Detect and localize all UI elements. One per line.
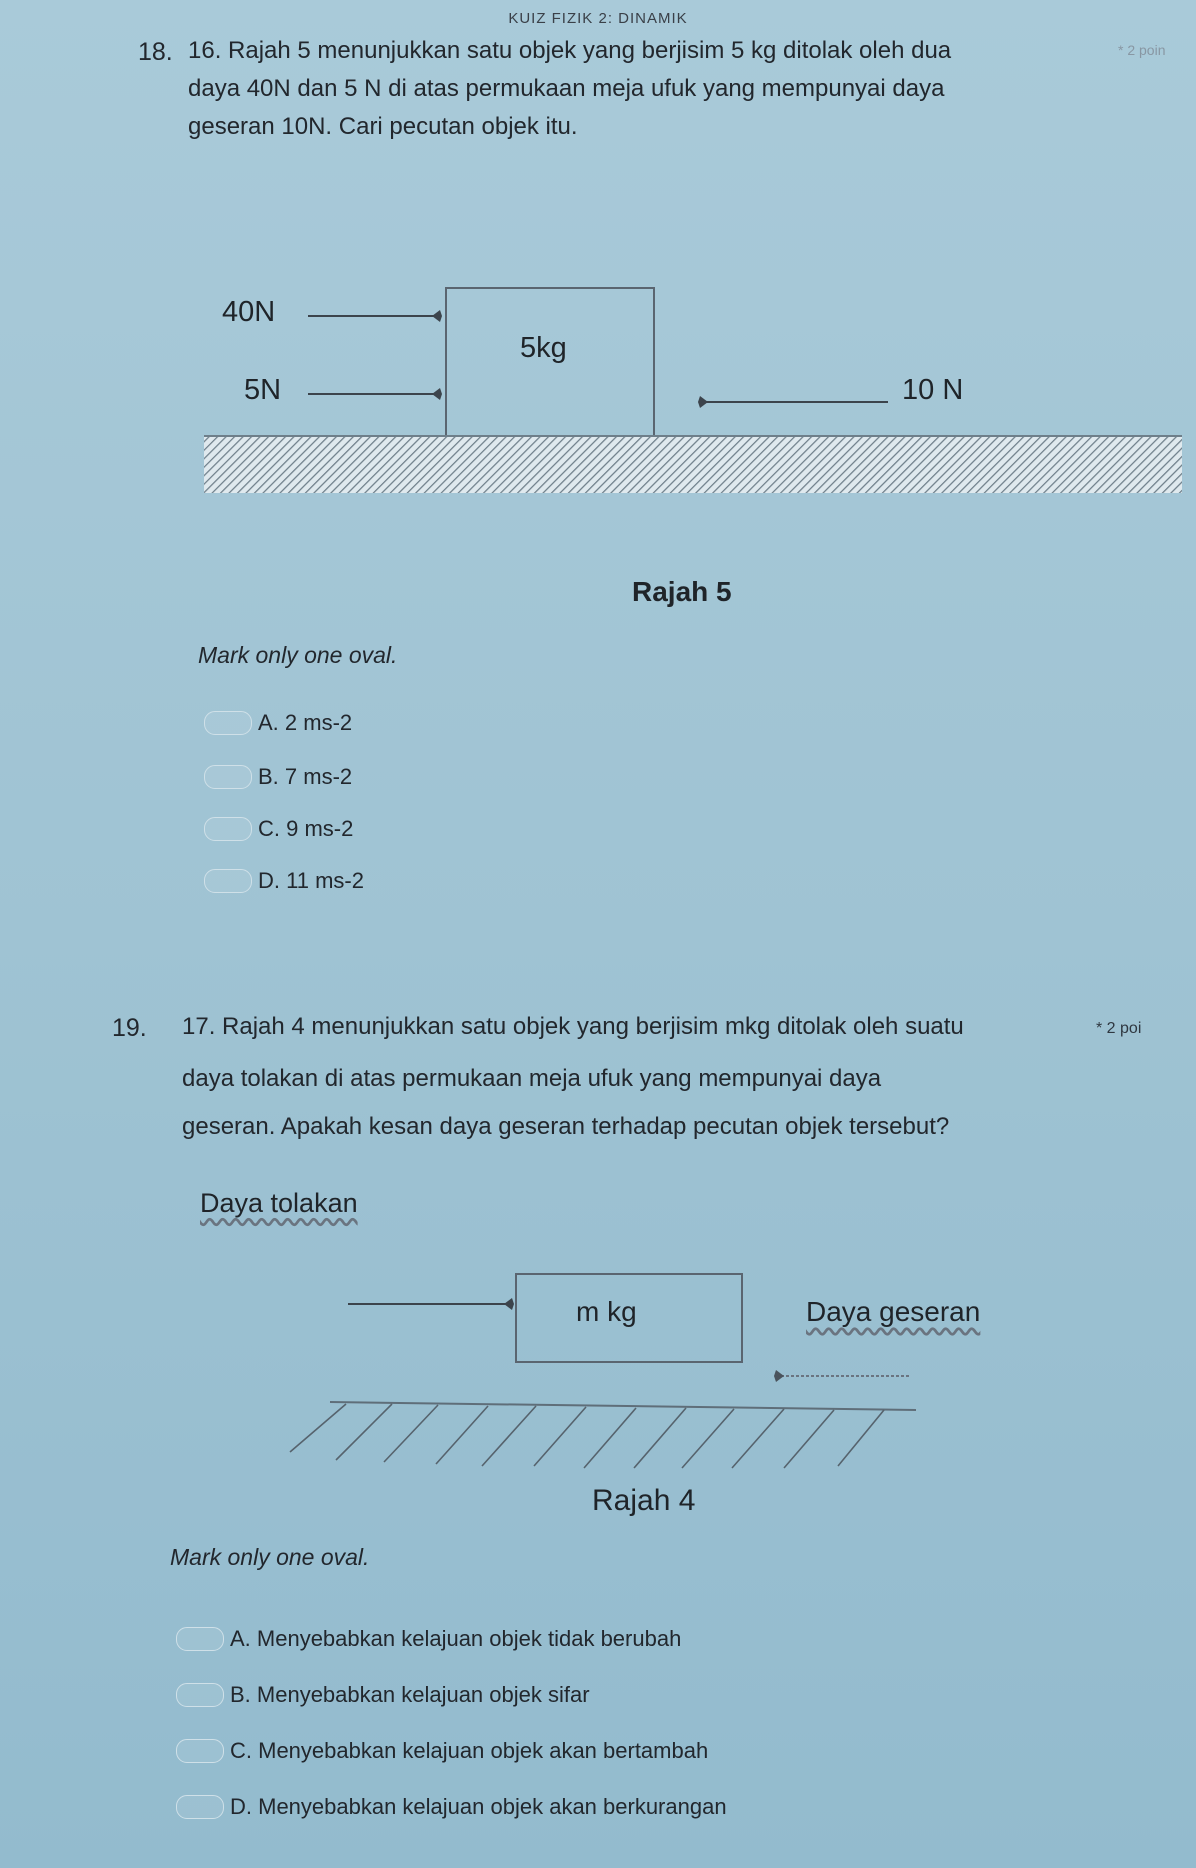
force-label-40n: 40N [222, 296, 276, 328]
instruction: Mark only one oval. [198, 642, 398, 668]
diagram-caption: Rajah 5 [632, 576, 732, 607]
radio-oval[interactable] [176, 1683, 224, 1707]
radio-oval[interactable] [176, 1739, 224, 1763]
option-label: D. 11 ms-2 [258, 868, 364, 893]
instruction: Mark only one oval. [170, 1544, 370, 1570]
option-label: A. Menyebabkan kelajuan objek tidak berubah [230, 1626, 682, 1651]
force-label-5n: 5N [244, 374, 282, 406]
friction-force-label: Daya geseran [806, 1296, 981, 1327]
option-label: D. Menyebabkan kelajuan objek akan berkurangan [230, 1794, 727, 1819]
radio-oval[interactable] [176, 1627, 224, 1651]
diagram-caption: Rajah 4 [592, 1484, 696, 1517]
mass-label: 5kg [520, 332, 567, 364]
option-b[interactable] [176, 1682, 590, 1708]
question-text-line: daya tolakan di atas permukaan meja ufuk yang mempunyai daya [182, 1065, 882, 1092]
page-title: KUIZ FIZIK 2: DINAMIK [508, 10, 688, 27]
question-text-line: geseran 10N. Cari pecutan objek itu. [188, 113, 578, 140]
question-number: 18. [138, 38, 173, 66]
floor-line [330, 1402, 916, 1410]
option-d[interactable] [176, 1794, 727, 1820]
option-label: A. 2 ms-2 [258, 710, 353, 735]
radio-oval[interactable] [176, 1795, 224, 1819]
floor-hatch [290, 1404, 884, 1468]
push-force-label: Daya tolakan [200, 1188, 358, 1218]
option-label: C. 9 ms-2 [258, 816, 354, 841]
option-label: B. 7 ms-2 [258, 764, 353, 789]
question-text-line: 16. Rajah 5 menunjukkan satu objek yang berjisim 5 kg ditolak oleh dua [188, 37, 952, 64]
option-c[interactable] [176, 1738, 708, 1764]
friction-label: 10 N [902, 374, 964, 406]
mass-label: m kg [576, 1296, 637, 1327]
question-text-line: daya 40N dan 5 N di atas permukaan meja ufuk yang mempunyai daya [188, 75, 945, 102]
question-text-line: geseran. Apakah kesan daya geseran terhadap pecutan objek tersebut? [182, 1113, 950, 1140]
question-number: 19. [112, 1014, 147, 1042]
option-a[interactable] [176, 1626, 681, 1652]
option-label: B. Menyebabkan kelajuan objek sifar [230, 1682, 590, 1707]
points-badge: * 2 poi [1096, 1020, 1142, 1037]
question-text-line: 17. Rajah 4 menunjukkan satu objek yang berjisim mkg ditolak oleh suatu [182, 1013, 964, 1040]
option-label: C. Menyebabkan kelajuan objek akan bertambah [230, 1738, 709, 1763]
points-badge: * 2 poin [1118, 42, 1166, 58]
